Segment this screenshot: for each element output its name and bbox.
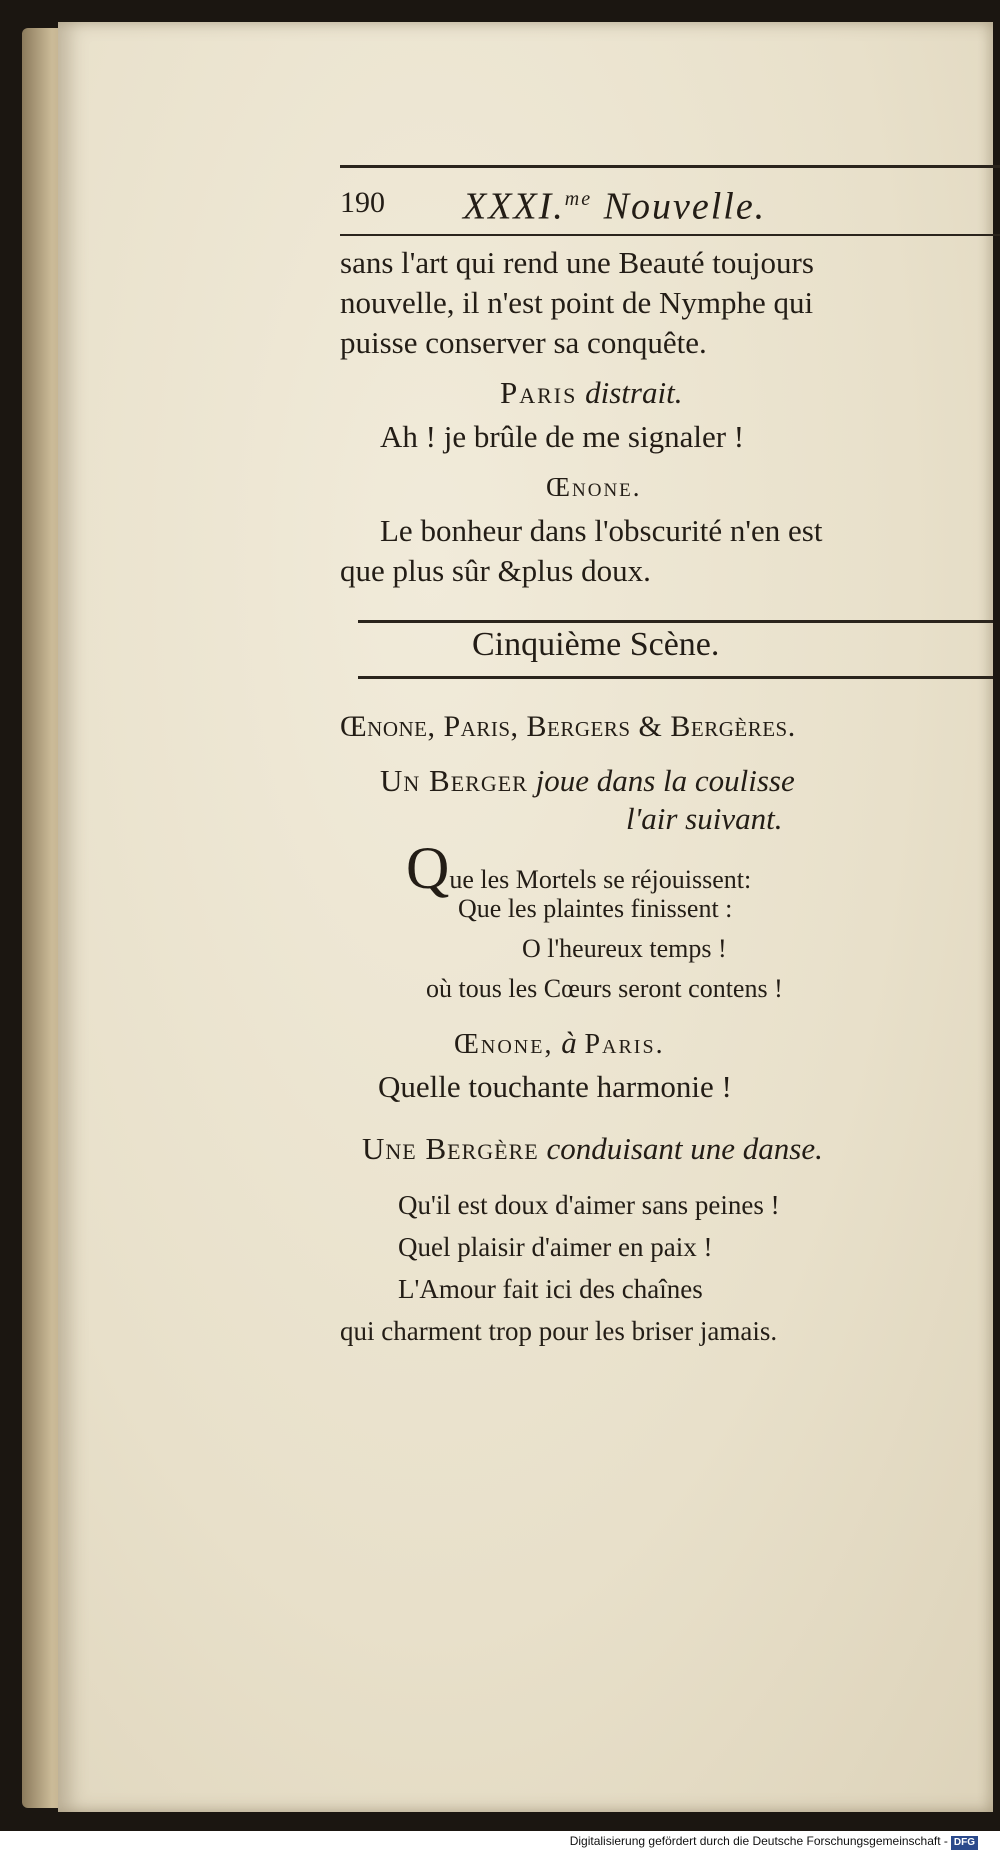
speaker-heading: Œnone, à Paris. (454, 1025, 665, 1060)
song-line: où tous les Cœurs seront contens ! (426, 974, 783, 1003)
speaker-heading: Œnone. (546, 472, 642, 502)
text-line: sans l'art qui rend une Beauté toujours (340, 245, 814, 280)
book-page (58, 22, 993, 1812)
song-line: Que les plaintes finissent : (458, 894, 733, 923)
dialogue-line: Ah ! je brûle de me signaler ! (380, 419, 745, 454)
stage-direction-line: l'air suivant. (626, 801, 783, 836)
song-line: L'Amour fait ici des chaînes (398, 1274, 703, 1304)
dialogue-line: Le bonheur dans l'obscurité n'en est (380, 513, 823, 548)
header-rule-top (340, 165, 1000, 168)
stage-direction: Un Berger joue dans la coulisse (380, 763, 795, 798)
header-rule-bottom (340, 234, 1000, 236)
digitization-credit: Digitalisierung gefördert durch die Deutsche Forschungsgemeinschaft - DFG (0, 1831, 1000, 1851)
scene-rule-bottom (358, 676, 993, 679)
text-line: nouvelle, il n'est point de Nymphe qui (340, 285, 814, 320)
text-line: puisse conserver sa conquête. (340, 325, 707, 360)
cast-list: Œnone, Paris, Bergers & Bergères. (340, 710, 796, 743)
running-title: XXXI.$^{me}$ Nouvelle. (463, 185, 767, 228)
dialogue-line: que plus sûr &plus doux. (340, 553, 651, 588)
scene-rule-top (358, 620, 993, 623)
song-line: Qu'il est doux d'aimer sans peines ! (398, 1190, 780, 1220)
dfg-logo: DFG (951, 1836, 978, 1850)
scene-title: Cinquième Scène. (472, 626, 720, 663)
song-line: qui charment trop pour les briser jamais. (340, 1316, 778, 1346)
song-line: Que les Mortels se réjouissent: (406, 835, 752, 901)
stage-direction: Une Bergère conduisant une danse. (362, 1131, 823, 1166)
song-line: Quel plaisir d'aimer en paix ! (398, 1232, 713, 1262)
dialogue-line: Quelle touchante harmonie ! (378, 1069, 732, 1104)
speaker-heading: Paris distrait. (500, 375, 683, 410)
page-number: 190 (340, 186, 385, 219)
song-line: O l'heureux temps ! (522, 934, 727, 963)
drop-cap: Q (406, 835, 450, 901)
